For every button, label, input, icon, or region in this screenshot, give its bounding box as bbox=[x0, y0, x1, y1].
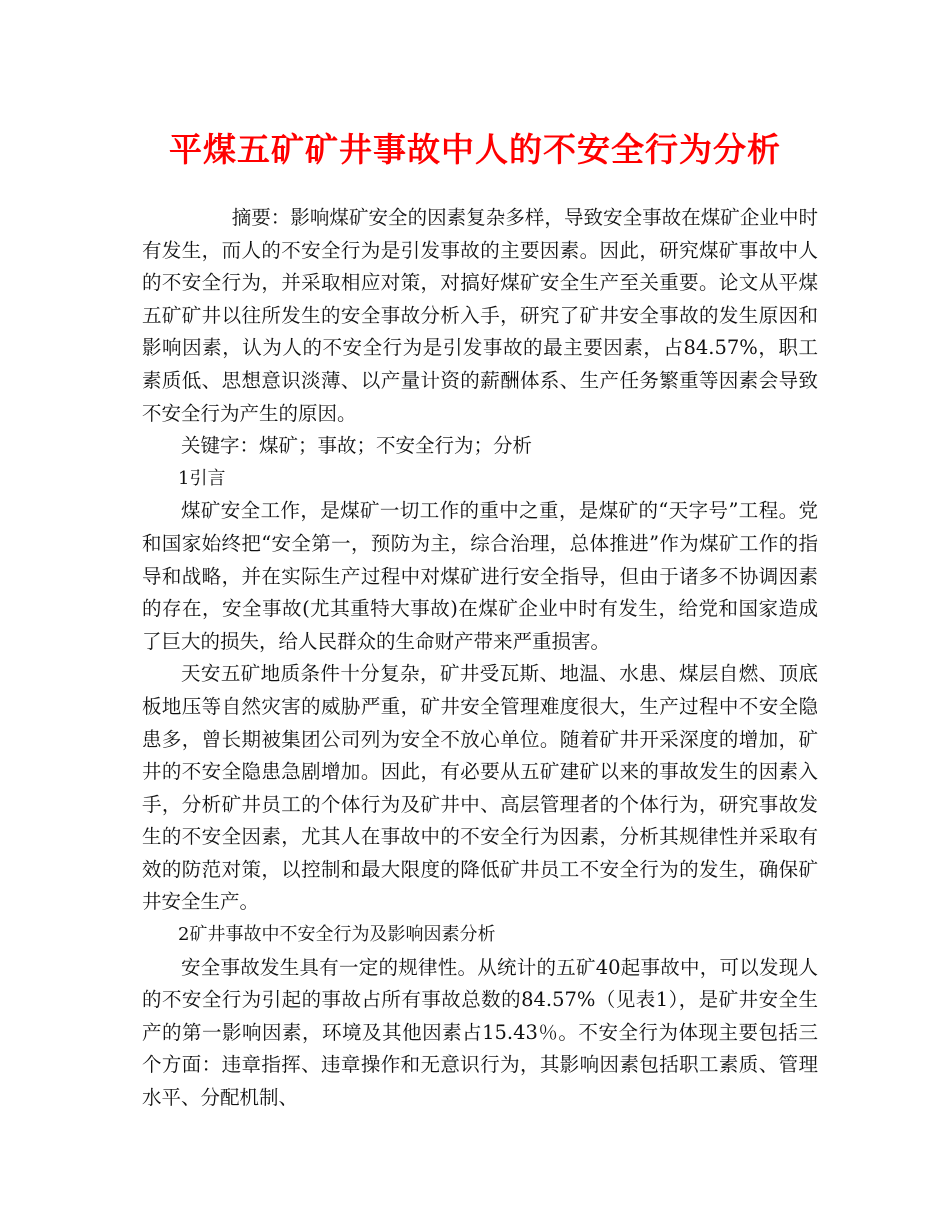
keywords-paragraph: 关键字：煤矿；事故；不安全行为；分析 bbox=[181, 434, 533, 458]
section-heading-introduction: 1引言 bbox=[178, 467, 226, 489]
body-paragraph: 天安五矿地质条件十分复杂，矿井受瓦斯、地温、水患、煤层自燃、顶底板地压等自然灾害的威胁严重，矿井安全管理难度很大，生产过程中不安全隐患多，曾长期被集团公司列为安全不放心单位。随着矿井开采深度的增加，矿井的不安全隐患急剧增加。因此，有必要从五矿建矿以来的事故发生的因素入手，分析矿井员工的个体行为及矿井中、高层管理者的个体行为，研究事故发生的不安全因素，尤其人在事故中的不安全行为因素，分析其规律性并采取有效的防范对策，以控制和最大限度的降低矿井员工不安全行为的发生，确保矿井安全生产。 bbox=[142, 662, 818, 914]
abstract-paragraph: 摘要：影响煤矿安全的因素复杂多样，导致安全事故在煤矿企业中时有发生，而人的不安全行为是引发事故的主要因素。因此，研究煤矿事故中人的不安全行为，并采取相应对策，对搞好煤矿安全生产至关重要。论文从平煤五矿矿井以往所发生的安全事故分析入手，研究了矿井安全事故的发生原因和影响因素，认为人的不安全行为是引发事故的最主要因素，占84.57%，职工素质低、思想意识淡薄、以产量计资的薪酬体系、生产任务繁重等因素会导致不安全行为产生的原因。 bbox=[142, 206, 818, 425]
body-paragraph: 安全事故发生具有一定的规律性。从统计的五矿40起事故中，可以发现人的不安全行为引起的事故占所有事故总数的84.57%（见表1），是矿井安全生产的第一影响因素，环境及其他因素占15.43％。不安全行为体现主要包括三个方面：违章指挥、违章操作和无意识行为，其影响因素包括职工素质、管理水平、分配机制、 bbox=[142, 955, 818, 1110]
document-title: 平煤五矿矿井事故中人的不安全行为分析 bbox=[169, 130, 781, 169]
body-paragraph: 煤矿安全工作，是煤矿一切工作的重中之重，是煤矿的“天字号”工程。党和国家始终把“安全第一，预防为主，综合治理，总体推进”作为煤矿工作的指导和战略，并在实际生产过程中对煤矿进行安全指导，但由于诸多不协调因素的存在，安全事故(尤其重特大事故)在煤矿企业中时有发生，给党和国家造成了巨大的损失，给人民群众的生命财产带来严重损害。 bbox=[142, 499, 818, 653]
section-heading-analysis: 2矿井事故中不安全行为及影响因素分析 bbox=[178, 924, 496, 946]
document-body bbox=[142, 202, 818, 1115]
